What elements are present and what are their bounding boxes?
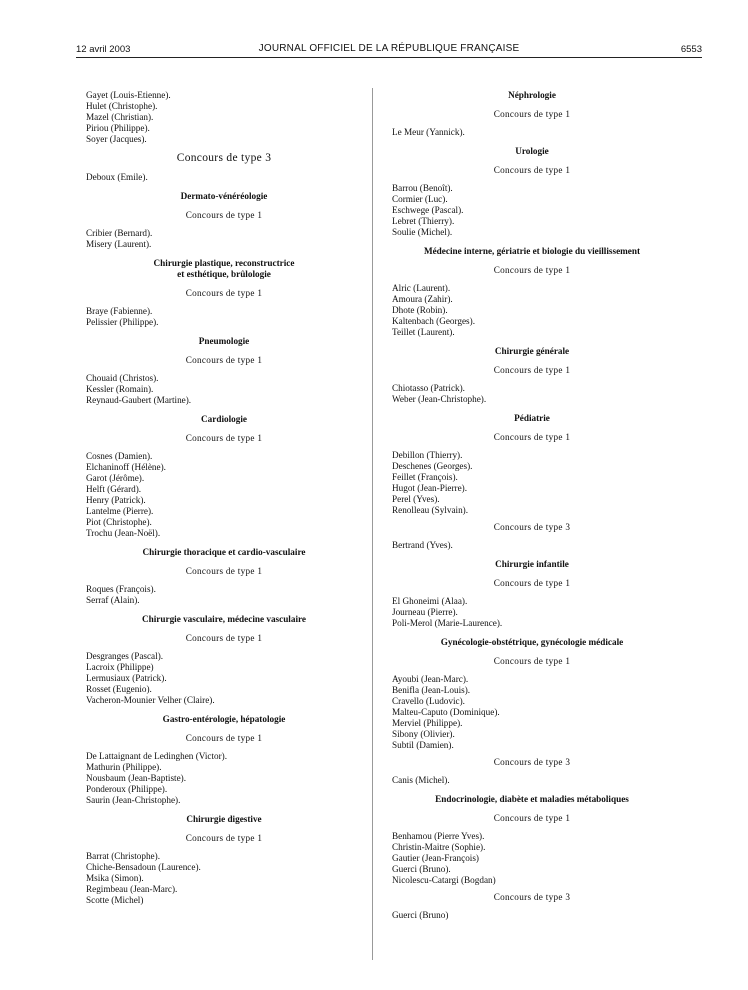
candidate-name: Piot (Christophe).	[86, 517, 152, 527]
candidate-name: Vacheron-Mounier Velher (Claire).	[86, 695, 215, 705]
name-list	[392, 775, 672, 786]
specialty-section	[86, 714, 362, 806]
name-list	[392, 831, 672, 886]
candidate-name: Mazel (Christian).	[86, 112, 154, 122]
specialty-heading: Chirurgie générale	[494, 346, 570, 356]
specialty-section	[86, 336, 362, 406]
candidate-name: Canis (Michel).	[392, 775, 450, 785]
candidate-name: Alric (Laurent).	[392, 283, 451, 293]
candidate-name: Misery (Laurent).	[86, 239, 152, 249]
specialty-section	[392, 794, 672, 886]
candidate-name: Amoura (Zahir).	[392, 294, 453, 304]
specialty-section	[392, 246, 672, 338]
concours-label: Concours de type 1	[185, 733, 263, 743]
candidate-name: Guerci (Bruno)	[392, 910, 449, 920]
concours-label: Concours de type 1	[493, 813, 571, 823]
candidate-name: Guerci (Bruno).	[392, 864, 451, 874]
candidate-name: Bertrand (Yves).	[392, 540, 453, 550]
candidate-name: Ponderoux (Philippe).	[86, 784, 168, 794]
concours-label: Concours de type 1	[185, 288, 263, 298]
specialty-section	[392, 346, 672, 405]
concours-label: Concours de type 1	[493, 578, 571, 588]
candidate-name: El Ghoneimi (Alaa).	[392, 596, 468, 606]
candidate-name: Helft (Gérard).	[86, 484, 142, 494]
candidate-name: Piriou (Philippe).	[86, 123, 150, 133]
specialty-heading: Gynécologie-obstétrique, gynécologie médicale	[440, 637, 624, 647]
candidate-name: Trochu (Jean-Noël).	[86, 528, 161, 538]
candidate-name: Deschenes (Georges).	[392, 461, 473, 471]
candidate-name: Chiotasso (Patrick).	[392, 383, 465, 393]
candidate-name: Merviel (Philippe).	[392, 718, 463, 728]
name-list	[86, 451, 362, 539]
candidate-name: Nousbaum (Jean-Baptiste).	[86, 773, 187, 783]
name-list	[86, 851, 362, 906]
candidate-name: Hulet (Christophe).	[86, 101, 158, 111]
left-column	[86, 90, 362, 910]
specialty-heading: Gastro-entérologie, hépatologie	[162, 714, 286, 724]
name-list	[392, 127, 672, 138]
specialty-heading: Chirurgie digestive	[186, 814, 262, 824]
name-list	[86, 228, 362, 250]
name-list	[86, 651, 362, 706]
header-date: 12 avril 2003	[76, 44, 131, 55]
concours-label: Concours de type 3	[493, 522, 571, 532]
concours-label: Concours de type 1	[185, 355, 263, 365]
candidate-name: Cormier (Luc).	[392, 194, 448, 204]
specialty-section	[392, 637, 672, 751]
candidate-name: Rosset (Eugenio).	[86, 684, 152, 694]
candidate-name: Gayet (Louis-Etienne).	[86, 90, 171, 100]
candidate-name: Journeau (Pierre).	[392, 607, 458, 617]
concours-label: Concours de type 1	[493, 432, 571, 442]
specialty-section	[392, 522, 672, 551]
column-divider	[372, 88, 373, 960]
specialty-heading: Chirurgie infantile	[495, 559, 569, 569]
concours-label: Concours de type 1	[185, 833, 263, 843]
specialty-section	[86, 414, 362, 539]
candidate-name: Pelissier (Philippe).	[86, 317, 159, 327]
concours-label: Concours de type 1	[493, 365, 571, 375]
candidate-name: Chouaid (Christos).	[86, 373, 159, 383]
specialty-section	[86, 191, 362, 250]
specialty-heading: Chirurgie plastique, reconstructrice et esthétique, brûlologie	[153, 258, 295, 279]
right-column	[392, 90, 672, 925]
specialty-heading: Néphrologie	[508, 90, 556, 100]
page-number: 6553	[680, 44, 702, 55]
concours-label: Concours de type 1	[493, 265, 571, 275]
name-list	[86, 373, 362, 406]
specialty-section	[86, 153, 362, 183]
header-rule	[76, 57, 702, 58]
candidate-name: Debillon (Thierry).	[392, 450, 463, 460]
candidate-name: Teillet (Laurent).	[392, 327, 455, 337]
name-list	[392, 383, 672, 405]
candidate-name: Lantelme (Pierre).	[86, 506, 154, 516]
candidate-name: Elchaninoff (Hélène).	[86, 462, 166, 472]
candidate-name: Nicolescu-Catargi (Bogdan)	[392, 875, 496, 885]
specialty-heading: Dermato-vénéréologie	[180, 191, 268, 201]
specialty-heading: Pédiatrie	[514, 413, 550, 423]
candidate-name: Saurin (Jean-Christophe).	[86, 795, 181, 805]
concours-label: Concours de type 3	[493, 892, 571, 902]
candidate-name: Kaltenbach (Georges).	[392, 316, 475, 326]
candidate-name: Soulie (Michel).	[392, 227, 453, 237]
name-list	[86, 584, 362, 606]
candidate-name: Chiche-Bensadoun (Laurence).	[86, 862, 201, 872]
specialty-heading: Cardiologie	[201, 414, 247, 424]
candidate-name: Mathurin (Philippe).	[86, 762, 162, 772]
candidate-name: Scotte (Michel)	[86, 895, 144, 905]
name-list	[392, 910, 672, 921]
candidate-name: Serraf (Alain).	[86, 595, 140, 605]
concours-label: Concours de type 3	[176, 152, 272, 164]
concours-label: Concours de type 1	[493, 656, 571, 666]
specialty-section	[392, 146, 672, 238]
name-list	[392, 596, 672, 629]
candidate-name: Lacroix (Philippe)	[86, 662, 154, 672]
specialty-heading: Chirurgie vasculaire, médecine vasculaire	[142, 614, 306, 624]
candidate-name: Feillet (François).	[392, 472, 458, 482]
specialty-section	[392, 413, 672, 516]
specialty-heading: Médecine interne, gériatrie et biologie du vieillissement	[423, 246, 641, 256]
concours-label: Concours de type 1	[185, 566, 263, 576]
concours-label: Concours de type 1	[493, 165, 571, 175]
concours-label: Concours de type 1	[185, 433, 263, 443]
page-header	[76, 40, 702, 58]
candidate-name: Eschwege (Pascal).	[392, 205, 464, 215]
candidate-name: Hugot (Jean-Pierre).	[392, 483, 468, 493]
candidate-name: Christin-Maitre (Sophie).	[392, 842, 486, 852]
candidate-name: Lebret (Thierry).	[392, 216, 455, 226]
concours-label: Concours de type 1	[185, 210, 263, 220]
name-list	[86, 90, 362, 145]
name-list	[392, 540, 672, 551]
candidate-name: Braye (Fabienne).	[86, 306, 153, 316]
specialty-section	[86, 547, 362, 606]
specialty-section	[392, 90, 672, 138]
candidate-name: De Lattaignant de Ledinghen (Victor).	[86, 751, 228, 761]
candidate-name: Desgranges (Pascal).	[86, 651, 164, 661]
concours-label: Concours de type 1	[185, 633, 263, 643]
specialty-section	[86, 258, 362, 328]
specialty-heading: Endocrinologie, diabète et maladies métaboliques	[435, 794, 629, 804]
specialty-section	[392, 892, 672, 921]
candidate-name: Benifla (Jean-Louis).	[392, 685, 471, 695]
journal-title: JOURNAL OFFICIEL DE LA RÉPUBLIQUE FRANÇAISE	[258, 43, 520, 54]
candidate-name: Garot (Jérôme).	[86, 473, 145, 483]
specialty-section	[86, 614, 362, 706]
candidate-name: Lermusiaux (Patrick).	[86, 673, 167, 683]
name-list	[392, 283, 672, 338]
candidate-name: Subtil (Damien).	[392, 740, 454, 750]
candidate-name: Sibony (Olivier).	[392, 729, 455, 739]
name-list	[392, 450, 672, 516]
candidate-name: Kessler (Romain).	[86, 384, 154, 394]
candidate-name: Cribier (Bernard).	[86, 228, 153, 238]
candidate-name: Cravello (Ludovic).	[392, 696, 465, 706]
candidate-name: Soyer (Jacques).	[86, 134, 147, 144]
candidate-name: Deboux (Emile).	[86, 172, 148, 182]
specialty-heading: Pneumologie	[198, 336, 250, 346]
candidate-name: Weber (Jean-Christophe).	[392, 394, 487, 404]
candidate-name: Barrat (Christophe).	[86, 851, 160, 861]
name-list	[86, 751, 362, 806]
candidate-name: Regimbeau (Jean-Marc).	[86, 884, 178, 894]
candidate-name: Cosnes (Damien).	[86, 451, 153, 461]
candidate-name: Benhamou (Pierre Yves).	[392, 831, 485, 841]
specialty-section	[392, 757, 672, 786]
specialty-section	[86, 814, 362, 906]
specialty-section	[86, 90, 362, 145]
specialty-heading: Urologie	[515, 146, 549, 156]
candidate-name: Dhote (Robin).	[392, 305, 448, 315]
candidate-name: Henry (Patrick).	[86, 495, 146, 505]
name-list	[392, 183, 672, 238]
specialty-section	[392, 559, 672, 629]
candidate-name: Ayoubi (Jean-Marc).	[392, 674, 469, 684]
candidate-name: Barrou (Benoît).	[392, 183, 453, 193]
name-list	[86, 172, 362, 183]
candidate-name: Gautier (Jean-François)	[392, 853, 479, 863]
candidate-name: Malteu-Caputo (Dominique).	[392, 707, 500, 717]
name-list	[392, 674, 672, 751]
candidate-name: Poli-Merol (Marie-Laurence).	[392, 618, 503, 628]
candidate-name: Reynaud-Gaubert (Martine).	[86, 395, 192, 405]
name-list	[86, 306, 362, 328]
candidate-name: Msika (Simon).	[86, 873, 144, 883]
candidate-name: Perel (Yves).	[392, 494, 440, 504]
specialty-heading: Chirurgie thoracique et cardio-vasculaire	[142, 547, 306, 557]
candidate-name: Le Meur (Yannick).	[392, 127, 465, 137]
concours-label: Concours de type 1	[493, 109, 571, 119]
candidate-name: Roques (François).	[86, 584, 156, 594]
candidate-name: Renolleau (Sylvain).	[392, 505, 469, 515]
concours-label: Concours de type 3	[493, 757, 571, 767]
